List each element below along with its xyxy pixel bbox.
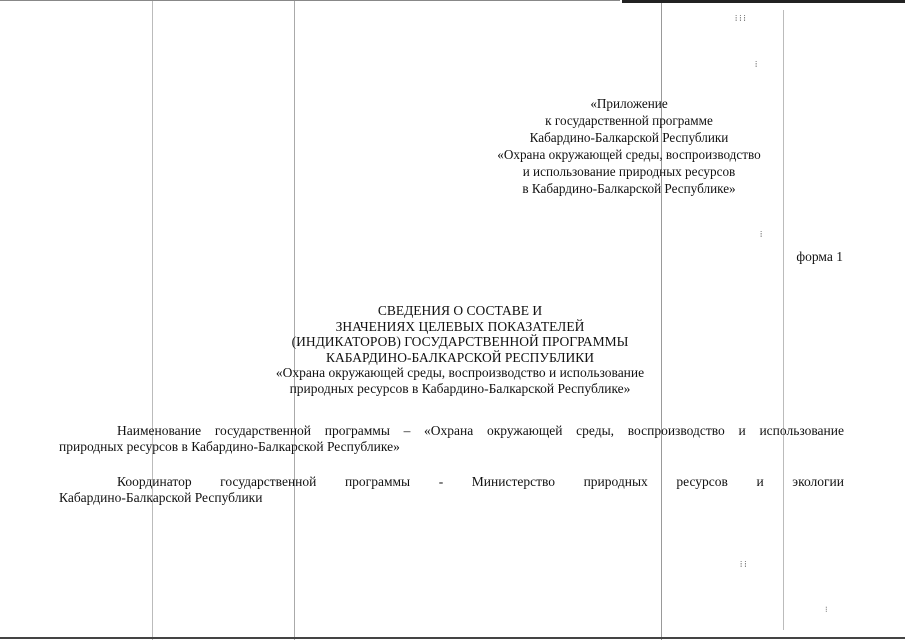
scan-line-top: [0, 0, 620, 1]
coordinator-paragraph: [59, 474, 844, 506]
form-label: форма 1: [796, 249, 843, 264]
title-line: СВЕДЕНИЯ О СОСТАВЕ И: [377, 303, 543, 318]
scan-noise: ⁞: [755, 60, 758, 69]
scan-line-top-right: [622, 0, 905, 3]
appendix-line: «Охрана окружающей среды, воспроизводство: [497, 147, 761, 162]
program-name-line: природных ресурсов в Кабардино-Балкарской Республике»: [59, 439, 400, 454]
scan-line-left: [152, 0, 153, 640]
scan-noise: ⁞: [760, 230, 763, 239]
coordinator-line: Кабардино-Балкарской Республики: [59, 490, 263, 505]
scan-noise: ⁞ ⁞: [740, 560, 747, 569]
title-line: КАБАРДИНО-БАЛКАРСКОЙ РЕСПУБЛИКИ: [325, 349, 595, 365]
title-line: природных ресурсов в Кабардино-Балкарской Республике»: [289, 380, 631, 396]
title-line: (ИНДИКАТОРОВ) ГОСУДАРСТВЕННОЙ ПРОГРАММЫ: [291, 334, 629, 349]
appendix-line: к государственной программе: [545, 113, 713, 128]
appendix-line: и использование природных ресурсов: [522, 164, 736, 179]
appendix-line: в Кабардино-Балкарской Республике»: [522, 181, 736, 196]
program-name-paragraph: [59, 423, 844, 455]
appendix-header: [419, 95, 839, 197]
coordinator-line: Координатор государственной программы - Министерство природных ресурсов и экологии: [117, 474, 844, 489]
document-title: [240, 303, 680, 396]
title-line: ЗНАЧЕНИЯХ ЦЕЛЕВЫХ ПОКАЗАТЕЛЕЙ: [335, 318, 585, 334]
program-name-line: Наименование государственной программы – «Охрана окружающей среды, воспроизводство и использование: [117, 423, 844, 438]
title-line: «Охрана окружающей среды, воспроизводство и использование: [275, 365, 645, 380]
appendix-line: Кабардино-Балкарской Республики: [529, 130, 729, 145]
scan-noise: ⁞ ⁞ ⁞: [735, 14, 746, 23]
scan-line-bottom: [0, 637, 905, 639]
appendix-line: «Приложение: [590, 96, 668, 111]
scan-noise: ⁝: [825, 605, 828, 614]
